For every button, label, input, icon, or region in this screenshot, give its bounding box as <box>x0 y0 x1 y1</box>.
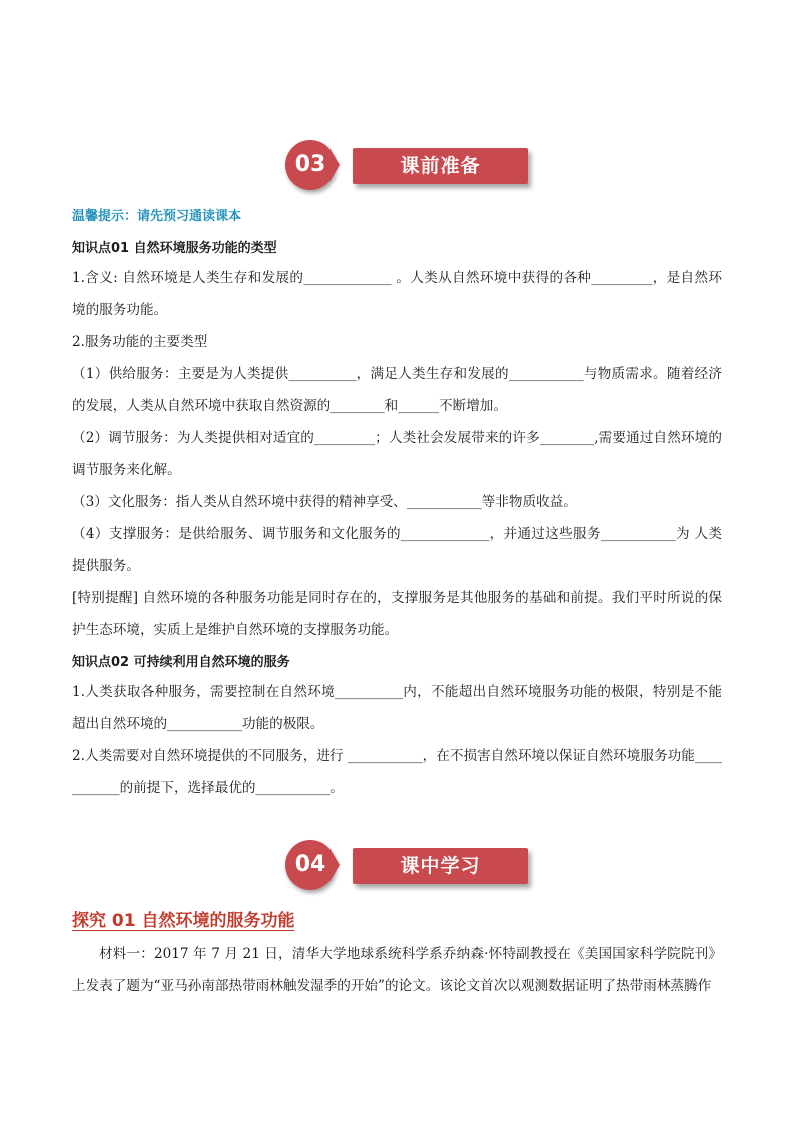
paragraph-cultural-service: （3）文化服务：指人类从自然环境中获得的精神享受、___________等非物质收益。 <box>72 494 577 510</box>
section-title: 课前准备 <box>353 148 528 184</box>
paragraph-types-heading: 2.服务功能的主要类型 <box>72 334 208 350</box>
paragraph-sustainable-2: 2.人类需要对自然环境提供的不同服务，进行 ___________，在不损害自然环境以保证自然环境服务功能___________的前提下，选择最优的___________。 <box>72 748 722 796</box>
paragraph-supporting-service: （4）支撑服务：是供给服务、调节服务和文化服务的_____________，并通过这些服务___________为 人类提供服务。 <box>72 526 722 574</box>
explore-01-heading: 探究 01 自然环境的服务功能 <box>72 911 295 931</box>
knowledge-point-01-heading: 知识点01 自然环境服务功能的类型 <box>72 241 277 256</box>
paragraph-definition: 1.含义: 自然环境是人类生存和发展的_____________ 。人类从自然环境中获得的各种_________，是自然环境的服务功能。 <box>72 270 722 318</box>
section-number-badge: 03 <box>285 140 335 190</box>
paragraph-material-1: 材料一：2017 年 7 月 21 日，清华大学地球系统科学系乔纳森·怀特副教授在《美国国家科学院院刊》上发表了题为“亚马孙南部热带雨林触发湿季的开始”的论文。该论文首次以观测数据证明了热带雨林蒸腾作 <box>72 946 722 994</box>
paragraph-special-note: [特别提醒] 自然环境的各种服务功能是同时存在的，支撑服务是其他服务的基础和前提。我们平时所说的保护生态环境，实质上是维护自然环境的支撑服务功能。 <box>72 590 722 638</box>
knowledge-point-02-heading: 知识点02 可持续利用自然环境的服务 <box>72 655 290 670</box>
paragraph-supply-service: （1）供给服务：主要是为人类提供__________，满足人类生存和发展的___________与物质需求。随着经济的发展，人类从自然环境中获取自然资源的________和______不断增加。 <box>72 366 722 414</box>
section-banner-03 <box>285 140 535 192</box>
paragraph-sustainable-1: 1.人类获取各种服务，需要控制在自然环境__________内，不能超出自然环境服务功能的极限，特别是不能超出自然环境的___________功能的极限。 <box>72 684 722 732</box>
section-banner-04 <box>285 840 535 892</box>
reminder-tip: 温馨提示：请先预习通读课本 <box>72 209 242 224</box>
section-title: 课中学习 <box>353 848 528 884</box>
section-number-badge: 04 <box>285 840 335 890</box>
paragraph-regulating-service: （2）调节服务：为人类提供相对适宜的_________；人类社会发展带来的许多________,需要通过自然环境的调节服务来化解。 <box>72 430 722 478</box>
